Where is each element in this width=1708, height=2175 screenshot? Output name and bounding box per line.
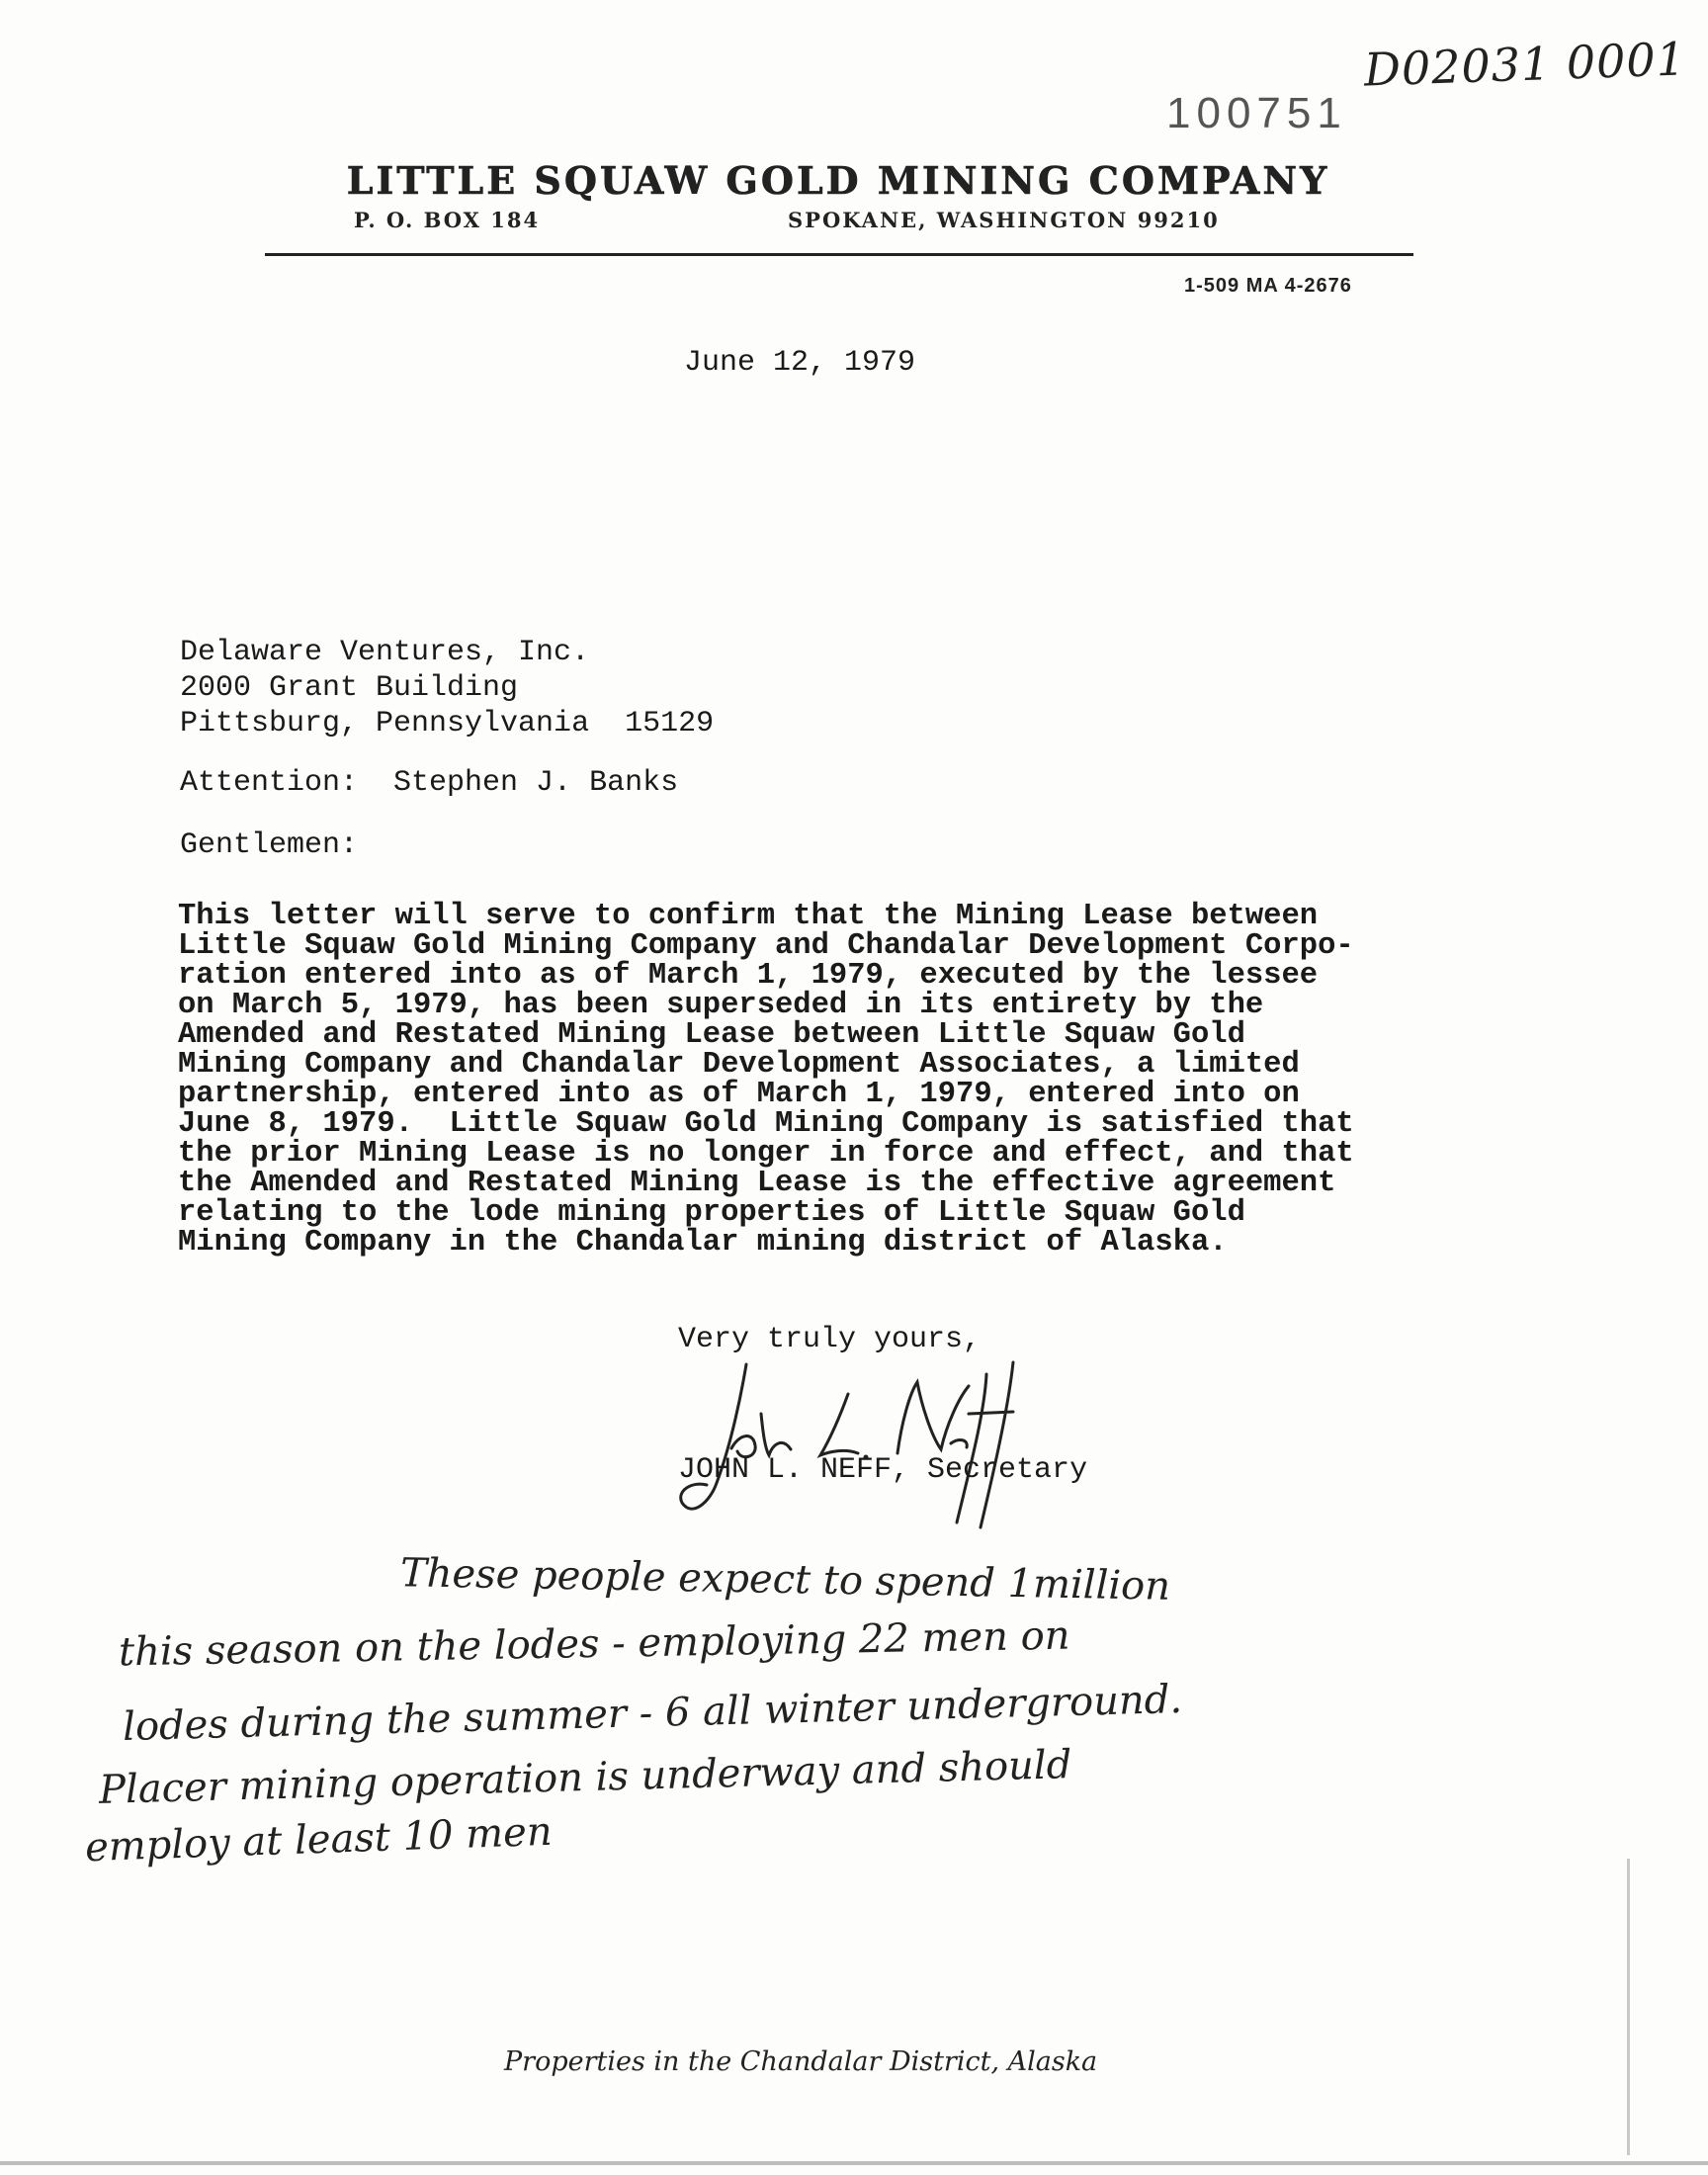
recipient-line-1: Delaware Ventures, Inc. — [180, 636, 590, 669]
body-line: the Amended and Restated Mining Lease is the effective agreement — [178, 1167, 1336, 1200]
recipient-line-3: Pittsburg, Pennsylvania 15129 — [180, 707, 715, 740]
letterhead-divider — [265, 253, 1413, 256]
letter-body — [178, 902, 1502, 1258]
body-line: partnership, entered into as of March 1, 1979, entered into on — [178, 1078, 1300, 1111]
signer-name: JOHN L. NEFF, Secretary — [678, 1453, 1088, 1487]
scan-bottom-edge — [0, 2161, 1708, 2165]
handwritten-note-line: this season on the lodes - employing 22 men on — [118, 1612, 1070, 1676]
closing: Very truly yours, — [678, 1323, 982, 1356]
body-line: Mining Company and Chandalar Development Associates, a limited — [178, 1048, 1300, 1082]
salutation: Gentlemen: — [180, 828, 359, 862]
body-line: Amended and Restated Mining Lease between Little Squaw Gold — [178, 1018, 1245, 1052]
body-line: relating to the lode mining properties of Little Squaw Gold — [178, 1196, 1245, 1230]
letterhead-po-box: P. O. BOX 184 — [354, 208, 541, 232]
document-id: D02031 0001 — [1363, 32, 1687, 97]
letterhead-phone: 1-509 MA 4-2676 — [1184, 275, 1352, 297]
recipient-line-2: 2000 Grant Building — [180, 671, 519, 705]
footer-tagline: Properties in the Chandalar District, Alaska — [504, 2046, 1098, 2077]
handwritten-note-line: lodes during the summer - 6 all winter underground. — [122, 1676, 1183, 1751]
body-line: Little Squaw Gold Mining Company and Chandalar Development Corpo- — [178, 929, 1354, 963]
attention-line: Attention: Stephen J. Banks — [180, 766, 679, 800]
body-line: June 8, 1979. Little Squaw Gold Mining Company is satisfied that — [178, 1107, 1354, 1141]
scan-edge-shadow — [1627, 1859, 1630, 2155]
body-line: This letter will serve to confirm that the Mining Lease between — [178, 900, 1319, 933]
body-line: ration entered into as of March 1, 1979, executed by the lessee — [178, 959, 1319, 993]
body-line: on March 5, 1979, has been superseded in its entirety by the — [178, 989, 1264, 1022]
handwritten-note-line: employ at least 10 men — [84, 1808, 554, 1871]
letterhead-city: SPOKANE, WASHINGTON 99210 — [788, 208, 1220, 232]
body-line: the prior Mining Lease is no longer in force and effect, and that — [178, 1137, 1354, 1171]
letterhead-company: LITTLE SQUAW GOLD MINING COMPANY — [346, 158, 1330, 203]
handwritten-signature — [672, 1354, 1087, 1532]
handwritten-note-line: Placer mining operation is underway and should — [98, 1742, 1072, 1813]
body-line: Mining Company in the Chandalar mining district of Alaska. — [178, 1226, 1228, 1260]
stamp-number: 100751 — [1166, 89, 1347, 137]
handwritten-note-line: These people expect to spend 1million — [399, 1550, 1171, 1610]
letter-date: June 12, 1979 — [684, 346, 916, 380]
